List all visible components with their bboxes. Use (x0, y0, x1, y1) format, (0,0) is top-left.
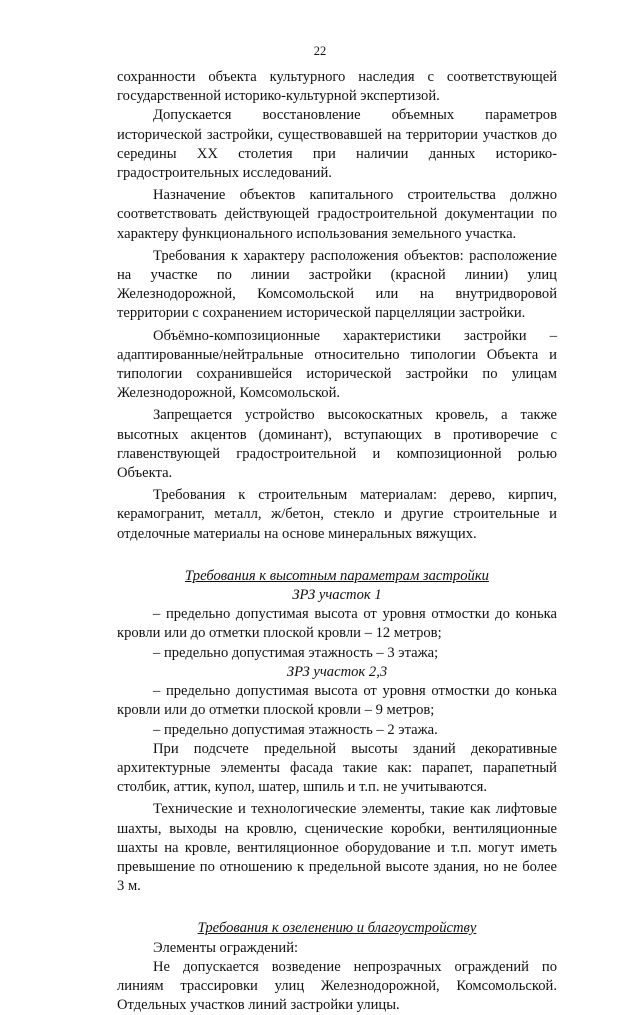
heading-landscaping-text: Требования к озеленению и благоустройству (197, 920, 477, 937)
heading-landscaping (117, 919, 557, 938)
paragraph-max-height-9: – предельно допустимая высота от уровня отмостки до конька кровли или до отметки плоской кровли – 9 метров; (117, 683, 557, 719)
paragraph-technical-elements: Технические и технологические элементы, такие как лифтовые шахты, выходы на кровлю, сценические коробки, вентиляционные шахты на кровле, вентиляционное оборудование и т.п. могут иметь превышение по отношению к предельной высоте здания, но не более 3 м. (117, 801, 557, 895)
heading-height-requirements (117, 567, 557, 586)
paragraph-placement-requirements: Требования к характеру расположения объектов: расположение на участке по линии застройки (красной линии) улиц Железнодорожной, Комсомольской или на внутридворовой территории с сохранением исторической парцелляции застройки. (117, 247, 557, 322)
subheading-zone-2-3: ЗРЗ участок 2,3 (286, 663, 388, 680)
paragraph-height-calculation: При подсчете предельной высоты зданий декоративные архитектурные элементы фасада такие как: парапет, парапетный столбик, аттик, купол, шатер, шпиль и т.п. не учитываются. (117, 740, 557, 796)
paragraph-volume-restoration: Допускается восстановление объемных параметров исторической застройки, существовавшей на территории участков до середины XX столетия при наличии данных историко-градостроительных исследований. (117, 107, 557, 182)
document-body (117, 68, 557, 1015)
paragraph-purpose: Назначение объектов капитального строительства должно соответствовать действующей градостроительной документации по характеру функционального использования земельного участка. (117, 187, 557, 242)
paragraph-roof-prohibition: Запрещается устройство высокоскатных кровель, а также высотных акцентов (доминант), вступающих в противоречие с главенствующей градостроительной и композиционной ролью Объекта. (117, 407, 557, 482)
paragraph-volume-composition: Объёмно-композиционные характеристики застройки – адаптированные/нейтральные относительно типологии Объекта и типологии сохранившейся исторической застройки по улицам Железнодорожной, Комсомольской. (117, 327, 557, 402)
subheading-zone-1: ЗРЗ участок 1 (292, 587, 382, 604)
paragraph-heritage-expertise: сохранности объекта культурного наследия с соответствующей государственной историко-культурной экспертизой. (117, 69, 557, 105)
paragraph-max-height-12: – предельно допустимая высота от уровня отмостки до конька кровли или до отметки плоской кровли – 12 метров; (117, 606, 557, 642)
paragraph-fence-elements: Элементы ограждений: (153, 939, 299, 956)
paragraph-materials: Требования к строительным материалам: дерево, кирпич, керамогранит, металл, ж/бетон, стекло и другие строительные и отделочные материалы на основе минеральных вяжущих. (117, 487, 557, 542)
paragraph-max-floors-2: – предельно допустимая этажность – 2 этажа. (153, 721, 438, 738)
paragraph-fence-prohibition: Не допускается возведение непрозрачных ограждений по линиям трассировки улиц Железнодорожной, Комсомольской. Отдельных участков линий застройки улицы. (117, 958, 557, 1014)
page-number: 22 (313, 44, 327, 58)
paragraph-max-floors-3: – предельно допустимая этажность – 3 этажа; (153, 644, 439, 661)
heading-height-requirements-text: Требования к высотным параметрам застройки (185, 567, 489, 584)
